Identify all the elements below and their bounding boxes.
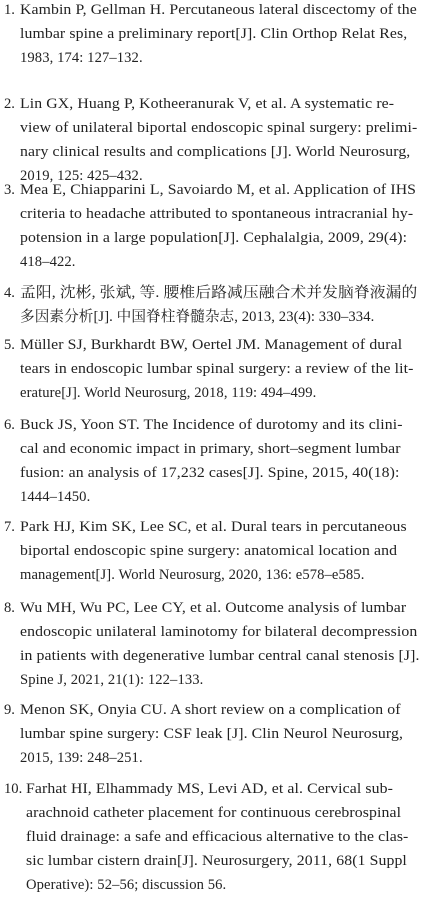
reference-text-line: Kambin P, Gellman H. Percutaneous lateral discectomy of the bbox=[20, 2, 417, 18]
reference-text-line: Müller SJ, Burkhardt BW, Oertel JM. Management of dural bbox=[20, 337, 403, 353]
reference-number: 2. bbox=[4, 96, 15, 112]
reference-text-line: arachnoid catheter placement for continuous cerebrospinal bbox=[26, 805, 402, 821]
reference-text-line: endoscopic unilateral laminotomy for bilateral decompression bbox=[20, 624, 418, 640]
reference-text-line: Spine J, 2021, 21(1): 122–133. bbox=[20, 672, 204, 688]
reference-text-line: Mea E, Chiapparini L, Savoiardo M, et al. Application of IHS bbox=[20, 182, 417, 198]
reference-number: 10. bbox=[4, 781, 23, 797]
reference-text-line: 1444–1450. bbox=[20, 489, 91, 505]
reference-number: 1. bbox=[4, 2, 15, 18]
reference-text-line: 2015, 139: 248–251. bbox=[20, 750, 143, 766]
reference-text-line: fluid drainage: a safe and efficacious alternative to the clas- bbox=[26, 829, 409, 845]
reference-text-line: criteria to headache attributed to spontaneous intracranial hy- bbox=[20, 206, 414, 222]
reference-text-line: Lin GX, Huang P, Kotheeranurak V, et al. A systematic re- bbox=[20, 96, 395, 112]
reference-number: 8. bbox=[4, 600, 15, 616]
reference-text-line: 418–422. bbox=[20, 254, 76, 270]
reference-text-line: 多因素分析[J]. 中国脊柱脊髓杂志, 2013, 23(4): 330–334. bbox=[20, 309, 375, 325]
reference-text-line: lumbar spine surgery: CSF leak [J]. Clin Neurol Neurosurg, bbox=[20, 726, 404, 742]
reference-text-line: nary clinical results and complications [J]. World Neurosurg, bbox=[20, 144, 411, 160]
reference-number: 9. bbox=[4, 702, 15, 718]
reference-number: 5. bbox=[4, 337, 15, 353]
reference-number: 7. bbox=[4, 519, 15, 535]
reference-number: 4. bbox=[4, 285, 15, 301]
reference-text-line: in patients with degenerative lumbar central canal stenosis [J]. bbox=[20, 648, 420, 664]
reference-text-line: Wu MH, Wu PC, Lee CY, et al. Outcome analysis of lumbar bbox=[20, 600, 407, 616]
reference-text-line: management[J]. World Neurosurg, 2020, 136: e578–e585. bbox=[20, 567, 365, 583]
reference-text-line: erature[J]. World Neurosurg, 2018, 119: 494–499. bbox=[20, 385, 317, 401]
reference-text-line: Park HJ, Kim SK, Lee SC, et al. Dural tears in percutaneous bbox=[20, 519, 407, 535]
reference-text-line: 1983, 174: 127–132. bbox=[20, 50, 143, 66]
reference-text-line: lumbar spine a preliminary report[J]. Clin Orthop Relat Res, bbox=[20, 26, 408, 42]
reference-text-line: potension in a large population[J]. Cephalalgia, 2009, 29(4): bbox=[20, 230, 408, 246]
reference-text-line: sic lumbar cistern drain[J]. Neurosurgery, 2011, 68(1 Suppl bbox=[26, 853, 407, 869]
reference-text-line: tears in endoscopic lumbar spinal surgery: a review of the lit- bbox=[20, 361, 414, 377]
reference-text-line: Farhat HI, Elhammady MS, Levi AD, et al. Cervical sub- bbox=[26, 781, 393, 797]
reference-text-line: view of unilateral biportal endoscopic spinal surgery: prelimi- bbox=[20, 120, 418, 136]
reference-text-line: 2019, 125: 425–432. bbox=[20, 168, 143, 184]
reference-text-line: fusion: an analysis of 17,232 cases[J]. Spine, 2015, 40(18): bbox=[20, 465, 400, 481]
reference-text-line: Operative): 52–56; discussion 56. bbox=[26, 877, 227, 893]
reference-text-line: biportal endoscopic spine surgery: anatomical location and bbox=[20, 543, 398, 559]
reference-text-line: cal and economic impact in primary, short–segment lumbar bbox=[20, 441, 401, 457]
reference-text-line: Menon SK, Onyia CU. A short review on a complication of bbox=[20, 702, 401, 718]
reference-text-line: Buck JS, Yoon ST. The Incidence of durotomy and its clini- bbox=[20, 417, 403, 433]
reference-number: 3. bbox=[4, 182, 15, 198]
reference-text-line: 孟阳, 沈彬, 张斌, 等. 腰椎后路减压融合术并发脑脊液漏的 bbox=[20, 285, 418, 301]
reference-number: 6. bbox=[4, 417, 15, 433]
